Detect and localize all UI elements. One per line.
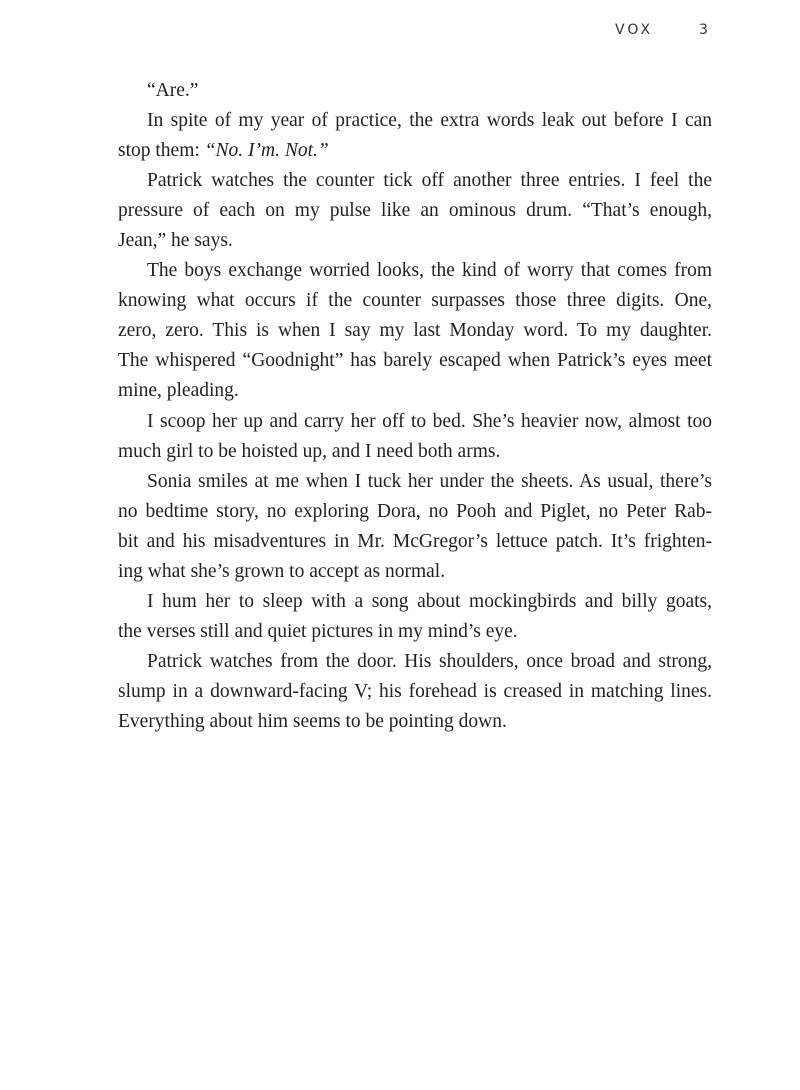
- text-line: Patrick watches from the door. His shoulders, once broad and strong,: [147, 650, 712, 672]
- text-line: [118, 136, 712, 166]
- paragraph: [118, 106, 712, 166]
- text-line: mine, pleading.: [118, 380, 239, 402]
- text-line: “Are.”: [147, 80, 199, 101]
- text-line: Sonia smiles at me when I tuck her under the sheets. As usual, there’s: [147, 470, 712, 492]
- text-line: ing what she’s grown to accept as normal.: [118, 560, 446, 582]
- paragraph: [118, 467, 712, 587]
- text-line: Everything about him seems to be pointing down.: [118, 710, 507, 732]
- running-header: [0, 20, 800, 44]
- paragraph: [118, 256, 712, 406]
- text-line: pressure of each on my pulse like an ominous drum. “That’s enough,: [118, 200, 712, 222]
- text-line: slump in a downward-facing V; his forehead is creased in matching lines.: [118, 680, 712, 702]
- paragraph: [118, 587, 712, 647]
- paragraph: [118, 166, 712, 256]
- text-line: the verses still and quiet pictures in my mind’s eye.: [118, 620, 518, 642]
- text-line: Jean,” he says.: [118, 230, 233, 252]
- paragraph: [118, 76, 712, 106]
- text-line: zero, zero. This is when I say my last Monday word. To my daughter.: [118, 320, 712, 342]
- text-span: stop them:: [118, 140, 205, 162]
- text-line: I hum her to sleep with a song about mockingbirds and billy goats,: [147, 590, 712, 612]
- text-line: knowing what occurs if the counter surpasses those three digits. One,: [118, 290, 712, 312]
- paragraph: [118, 647, 712, 737]
- text-line: The boys exchange worried looks, the kind of worry that comes from: [147, 260, 712, 282]
- text-line: bit and his misadventures in Mr. McGregor’s lettuce patch. It’s frighten-: [118, 530, 712, 552]
- text-line: much girl to be hoisted up, and I need both arms.: [118, 440, 501, 462]
- paragraph: [118, 407, 712, 467]
- text-line: The whispered “Goodnight” has barely escaped when Patrick’s eyes meet: [118, 350, 712, 372]
- text-line: no bedtime story, no exploring Dora, no Pooh and Piglet, no Peter Rab-: [118, 500, 712, 522]
- italic-quote: “No. I’m. Not.”: [204, 140, 329, 162]
- page-number: 3: [699, 22, 711, 38]
- text-line: In spite of my year of practice, the extra words leak out before I can: [147, 110, 712, 132]
- text-line: I scoop her up and carry her off to bed. She’s heavier now, almost too: [147, 410, 712, 432]
- body-text: [118, 76, 712, 737]
- running-title: VOX: [615, 22, 654, 38]
- text-line: Patrick watches the counter tick off another three entries. I feel the: [147, 170, 712, 192]
